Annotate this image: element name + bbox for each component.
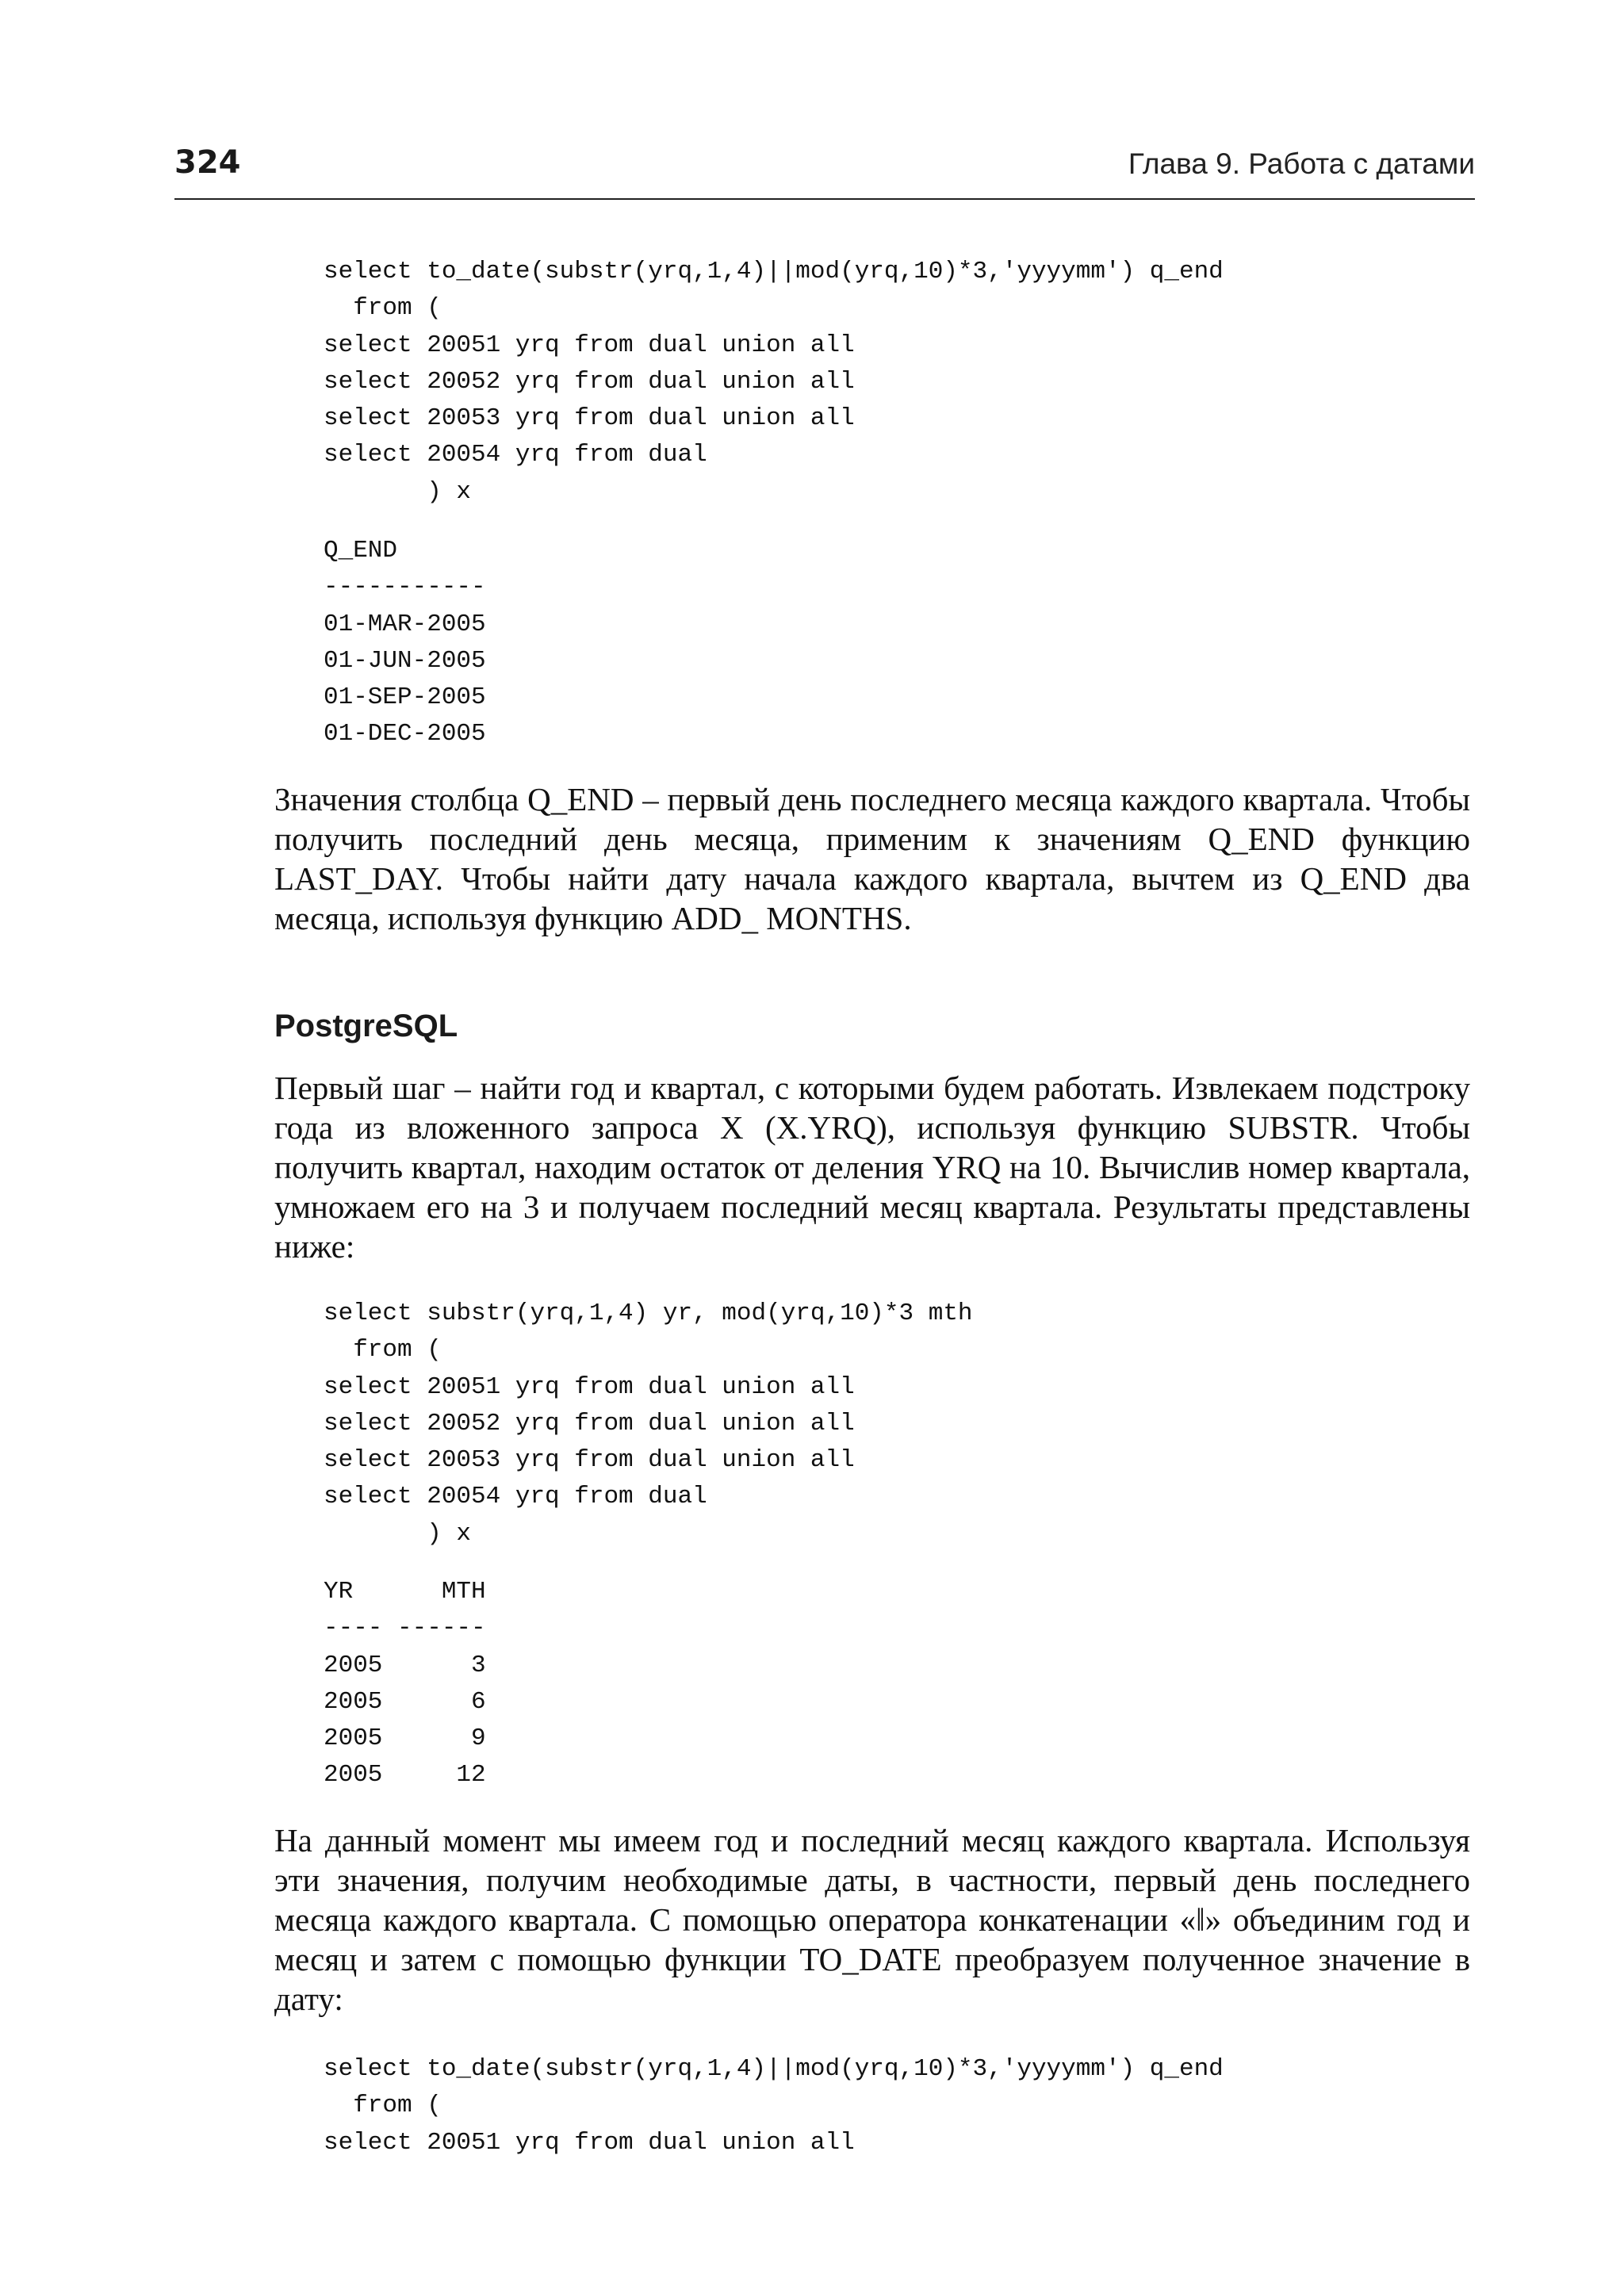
query-output-yr-mth: YR MTH ---- ------ 2005 3 2005 6 2005 9 2005 12 — [324, 1578, 486, 1790]
body-paragraph-2: Первый шаг – найти год и квартал, с которыми будем работать. Извлекаем подстроку года из вложенного запроса X (X.YRQ), используя функцию SUBSTR. Чтобы получить квартал, находим остаток от деления YRQ на 10. Вычислив номер квартала, умножаем его на 3 и получаем последний месяц квартала. Результаты представлены ниже: — [274, 1070, 1470, 1265]
header-divider — [174, 198, 1475, 200]
body-paragraph-3: На данный момент мы имеем год и последний месяц каждого квартала. Используя эти значения, получим необходимые даты, в частности, первый день последнего месяца каждого квартала. С помощью оператора конкатенации «‖» объединим год и месяц и затем с помощью функции TO_DATE преобразуем полученное значение в дату: — [274, 1822, 1470, 2017]
code-block-postgres-query: select substr(yrq,1,4) yr, mod(yrq,10)*3 mth from ( select 20051 yrq from dual union all select 20052 yrq from dual union all select 20053 yrq from dual union all select 20054 yrq from dual ) x — [324, 1300, 973, 1548]
code-block-postgres-to-date: select to_date(substr(yrq,1,4)||mod(yrq,10)*3,'yyyymm') q_end from ( select 20051 yrq from dual union all — [324, 2055, 1224, 2157]
body-paragraph-1: Значения столбца Q_END – первый день последнего месяца каждого квартала. Чтобы получить последний день месяца, применим к значениям Q_END функцию LAST_DAY. Чтобы найти дату начала каждого квартала, вычтем из Q_END два месяца, используя функцию ADD_ MONTHS. — [274, 781, 1470, 936]
code-block-oracle-query: select to_date(substr(yrq,1,4)||mod(yrq,10)*3,'yyyymm') q_end from ( select 20051 yrq from dual union all select 20052 yrq from dual union all select 20053 yrq from dual union all select 20054 yrq from dual ) x — [324, 258, 1224, 506]
running-title: Глава 9. Работа с датами — [1128, 147, 1475, 180]
section-heading-postgresql: PostgreSQL — [274, 1009, 458, 1043]
page-header — [174, 144, 1475, 195]
query-output-q-end: Q_END ----------- 01-MAR-2005 01-JUN-2005 01-SEP-2005 01-DEC-2005 — [324, 537, 486, 748]
page-number: 324 — [174, 144, 241, 181]
